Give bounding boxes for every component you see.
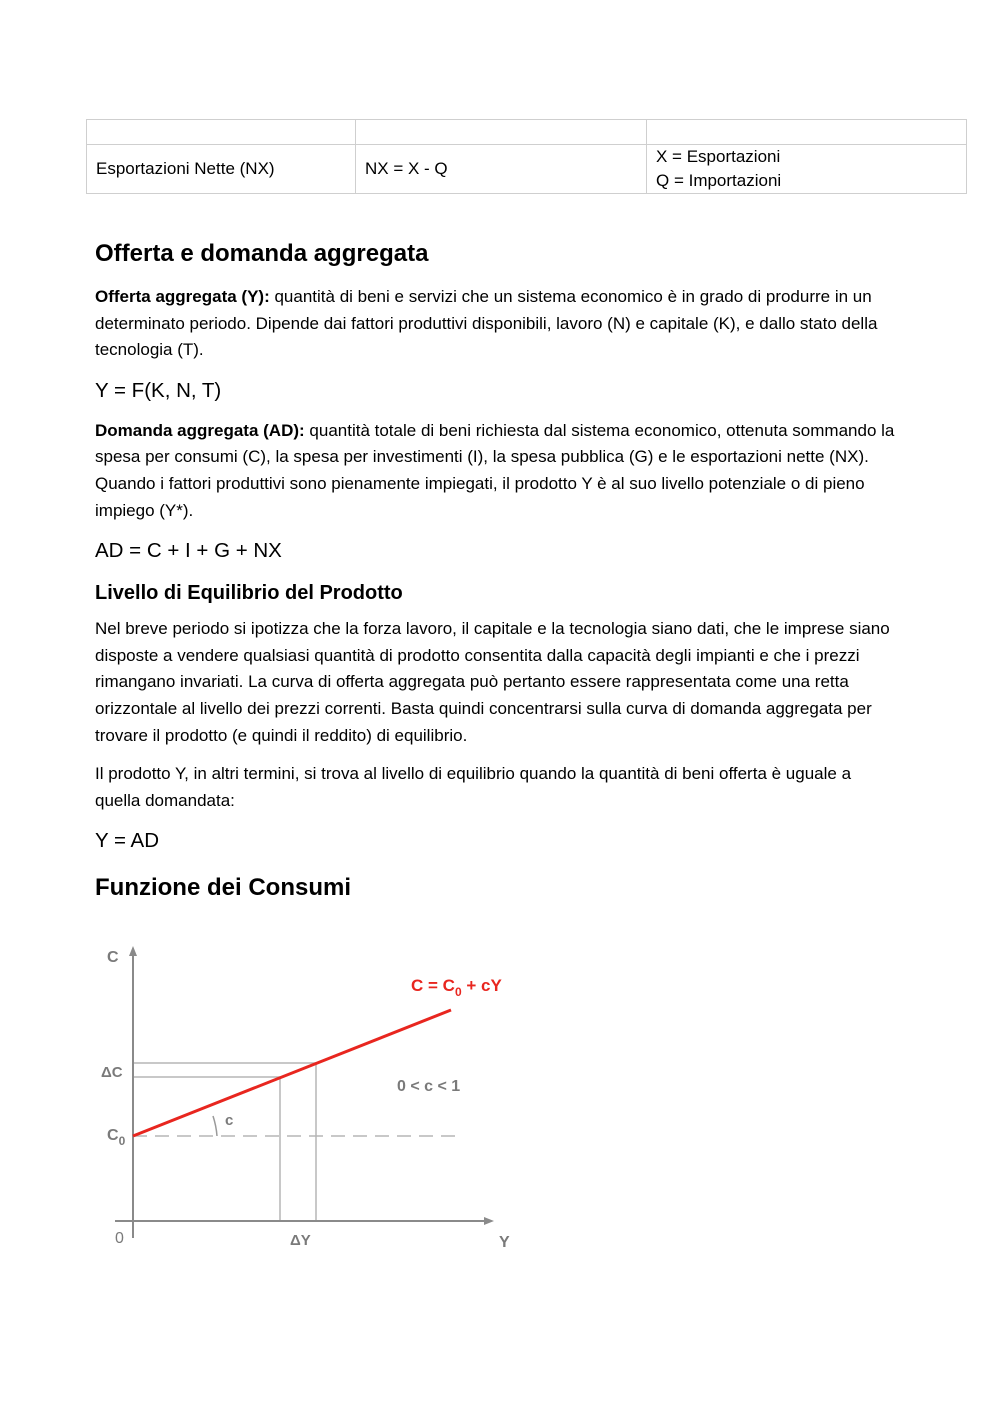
legend-line: X = Esportazioni: [656, 147, 781, 166]
table-cell-name: Esportazioni Nette (NX): [87, 145, 356, 194]
delta-c-label: ΔC: [101, 1064, 123, 1081]
formula: Y = F(K, N, T): [95, 378, 222, 402]
legend-line: Q = Importazioni: [656, 171, 782, 190]
consumption-line: [133, 1010, 451, 1136]
table-cell: [87, 120, 356, 145]
delta-y-label: ΔY: [290, 1232, 311, 1249]
condition-label: 0 < c < 1: [397, 1078, 461, 1095]
paragraph-domanda: [95, 418, 895, 524]
subsection-heading: Livello di Equilibrio del Prodotto: [95, 582, 403, 605]
definition-text: quantità di beni e servizi che un sistema economico è in grado di produrre in un determinato periodo. Dipende dai fattori produttivi disponibili, lavoro (N) e capitale (K), e dallo stato della tecnologia (T).: [95, 287, 878, 360]
term-offerta: Offerta aggregata (Y):: [95, 287, 270, 306]
definition-text: quantità totale di beni richiesta dal sistema economico, ottenuta sommando la spesa per consumi (C), la spesa per investimenti (I), la spesa pubblica (G) e le esportazioni nette (NX). Quando i fattori produttivi sono pienamente impiegati, il prodotto Y è al suo livello potenziale o di pieno impiego (Y*).: [95, 420, 895, 520]
table-row: [87, 120, 967, 145]
paragraph-offerta: [95, 284, 895, 364]
section-heading: Offerta e domanda aggregata: [95, 240, 429, 267]
origin-label: 0: [115, 1230, 124, 1247]
table-cell-legend: [647, 145, 967, 194]
table-row: [87, 145, 967, 194]
table-cell: [356, 120, 647, 145]
c0-label: $C_0$: [107, 1127, 126, 1148]
paragraph: Il prodotto Y, in altri termini, si trova al livello di equilibrio quando la quantità di beni offerta è uguale a quella domandata:: [95, 764, 852, 810]
variables-table: [86, 119, 967, 194]
term-domanda: Domanda aggregata (AD):: [95, 420, 305, 440]
y-axis-arrow: [129, 946, 137, 956]
consumption-function-graph: [95, 938, 535, 1258]
x-axis-label: Y: [499, 1234, 510, 1251]
y-axis-label: C: [107, 949, 119, 966]
slope-label: c: [225, 1112, 234, 1129]
table-cell: [647, 120, 967, 145]
formula: AD = C + I + G + NX: [95, 539, 282, 563]
table-cell-formula: NX = X - Q: [356, 145, 647, 194]
paragraph: Nel breve periodo si ipotizza che la forza lavoro, il capitale e la tecnologia siano dati, che le imprese siano disposte a vendere qualsiasi quantità di prodotto consentita dalla capacità degli impianti e che i prezzi rimangano invariati. La curva di offerta aggregata può pertanto essere rappresentata come una retta orizzontale al livello dei prezzi correnti. Basta quindi concentrarsi sulla curva di domanda aggregata per trovare il prodotto (e quindi il reddito) di equilibrio.: [95, 619, 890, 745]
slope-arc: [213, 1116, 217, 1136]
formula: Y = AD: [95, 829, 160, 853]
line-equation-label: $C = C_0$ + cY: [411, 976, 502, 999]
x-axis-arrow: [484, 1217, 494, 1225]
section-heading: Funzione dei Consumi: [95, 874, 351, 902]
main-content: [95, 230, 895, 910]
